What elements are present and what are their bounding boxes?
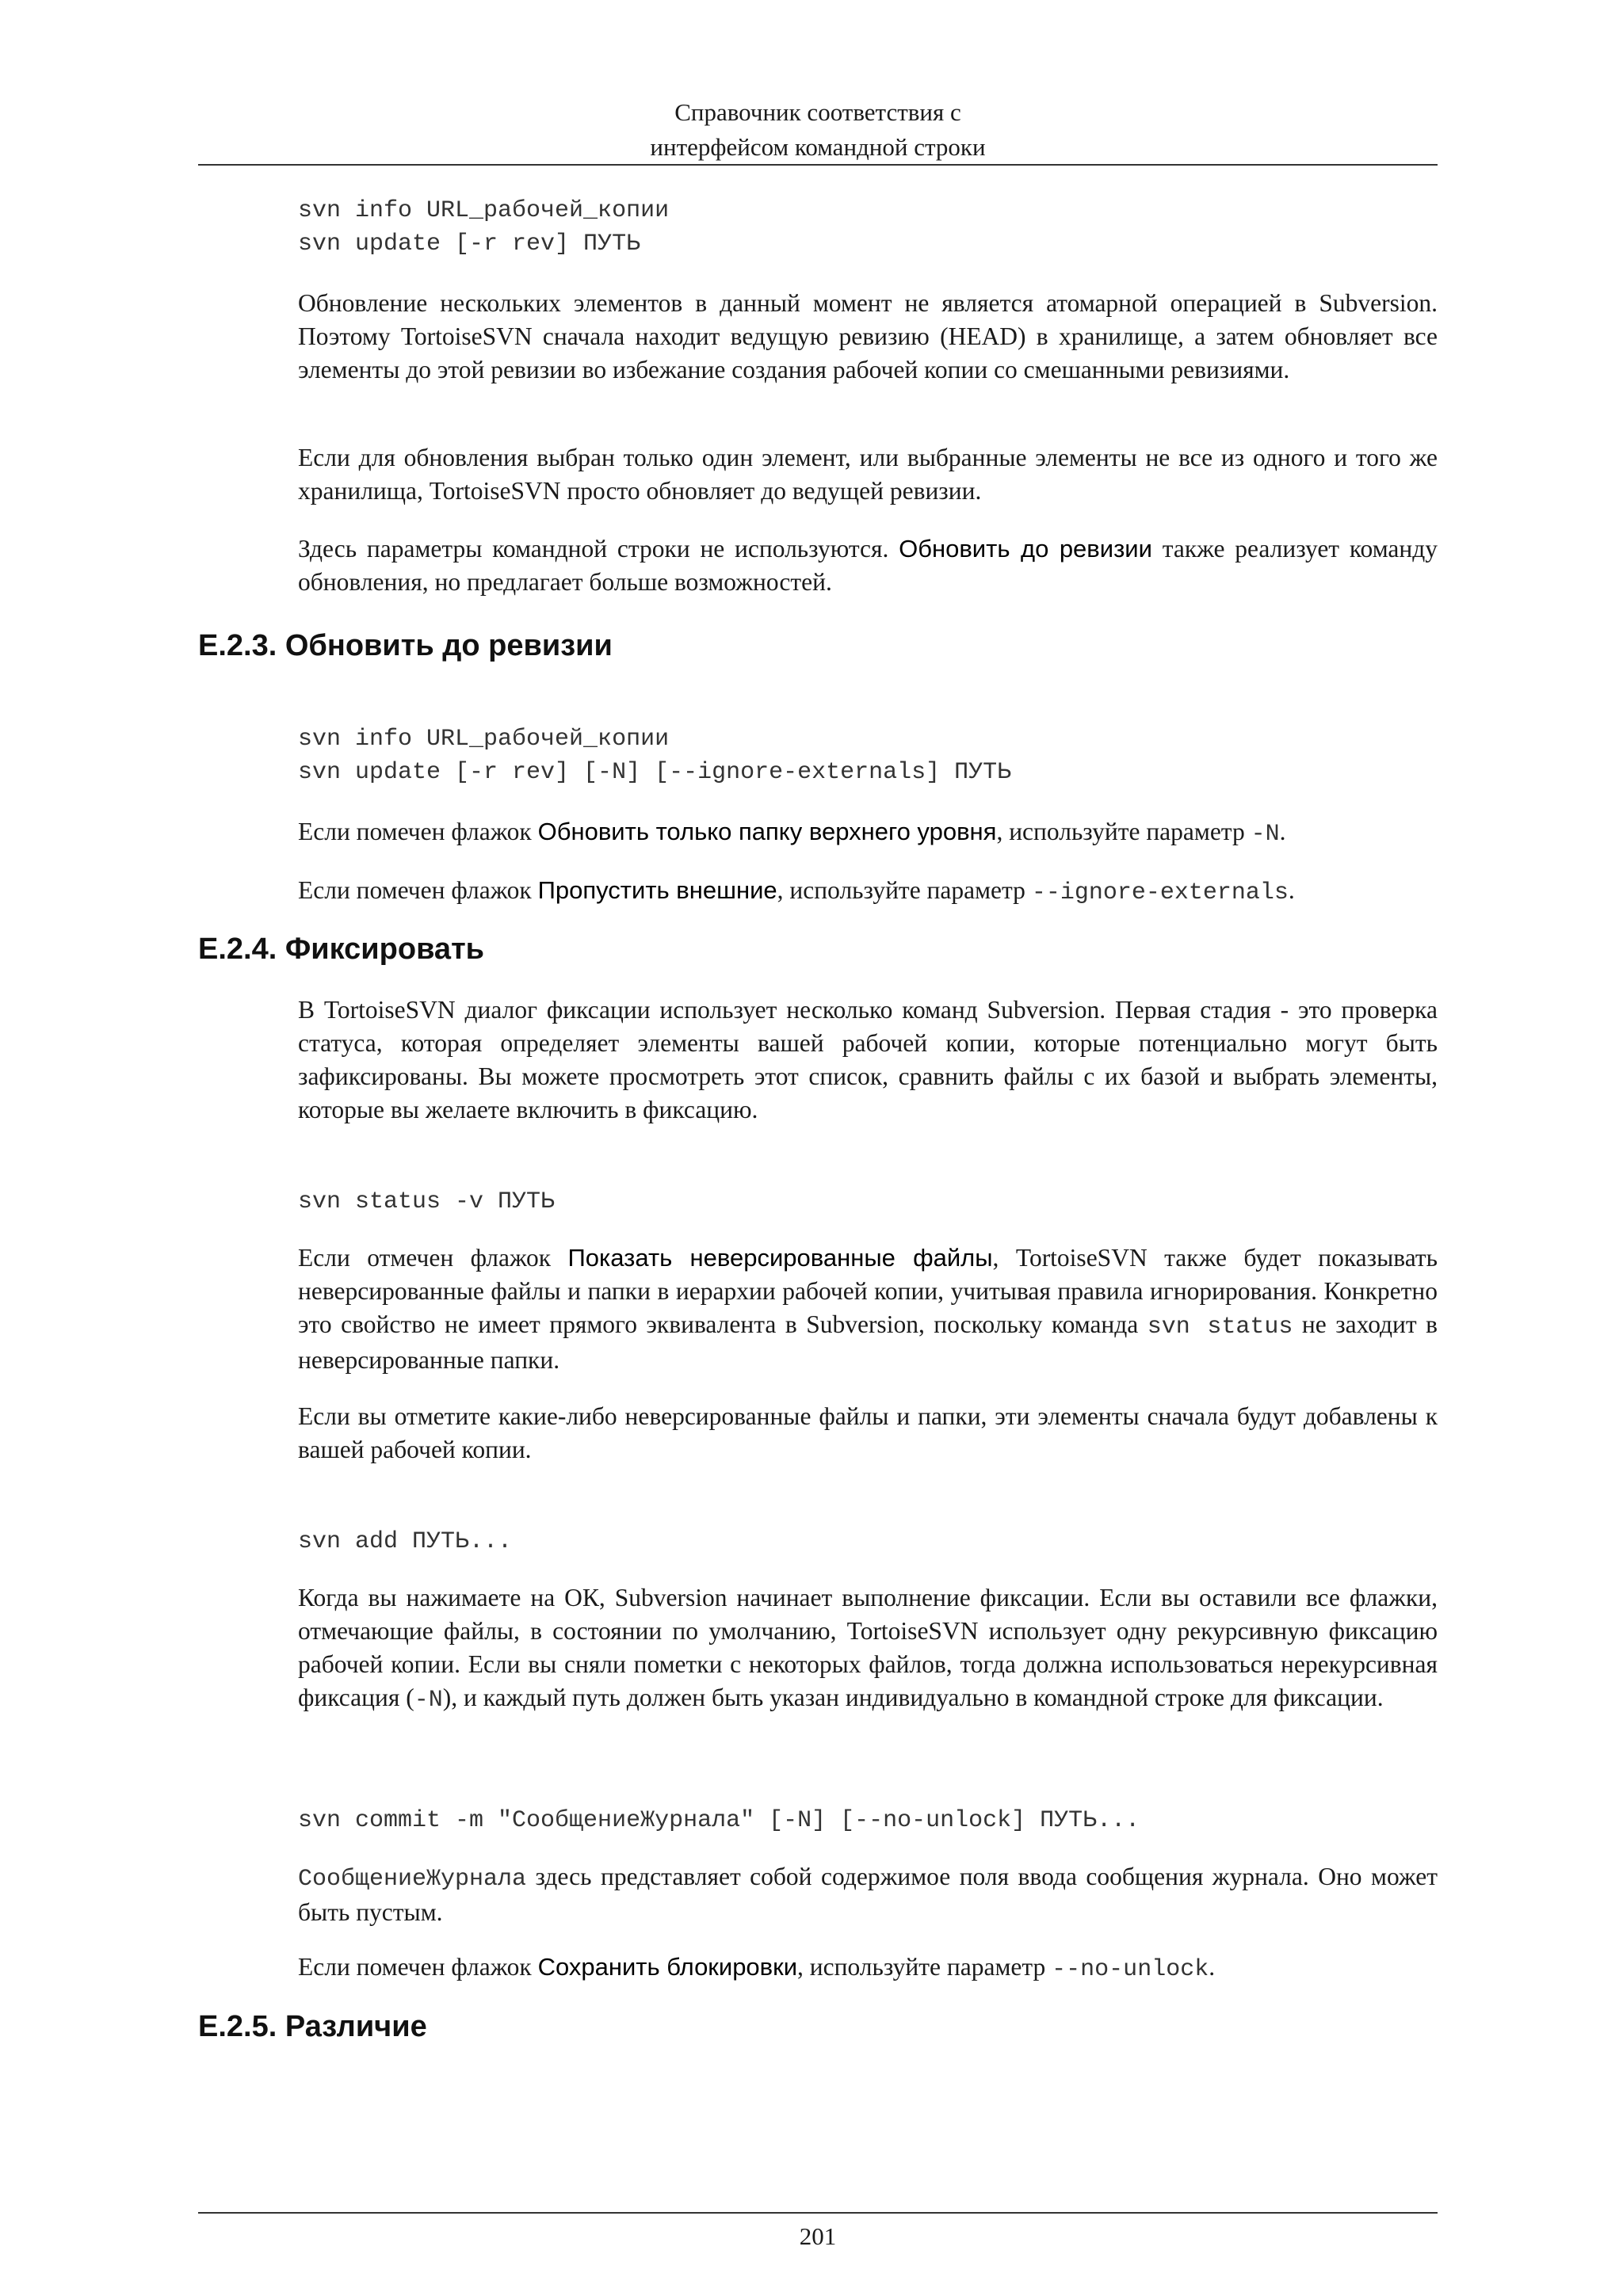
gui-term: Обновить до ревизии — [899, 535, 1152, 563]
code-line: svn info URL_рабочей_копии — [298, 197, 670, 224]
code-line: svn update [-r rev] [-N] [--ignore-externals] ПУТЬ — [298, 759, 1012, 786]
e24-paragraph-6 — [298, 1951, 1438, 1986]
paragraph-text: Если вы отметите какие-либо неверсированные файлы и папки, эти элементы сначала будут добавлены к вашей рабочей копии. — [298, 1402, 1438, 1463]
gui-term: Показать неверсированные файлы — [567, 1244, 993, 1272]
code-line: svn status -v ПУТЬ — [298, 1188, 556, 1215]
paragraph-text — [298, 1951, 1438, 1986]
paragraph-text: В TortoiseSVN диалог фиксации использует несколько команд Subversion. Первая стадия - это проверка статуса, которая определяет элементы вашей рабочей копии, которые потенциально могут быть зафиксированы. Вы можете просмотреть этот список, сравнить файлы с их базой и выбрать элементы, которые вы желаете включить в фиксацию. — [298, 996, 1438, 1123]
footer-rule — [198, 2212, 1438, 2214]
e23-paragraph-1 — [298, 815, 1438, 851]
inline-code: СообщениеЖурнала — [298, 1866, 527, 1893]
inline-code: svn status — [1147, 1314, 1293, 1341]
e24-paragraph-1 — [298, 994, 1438, 1127]
paragraph-text: Если для обновления выбран только один элемент, или выбранные элементы не все из одного и того же хранилища, TortoiseSVN просто обновляет до ведущей ревизии. — [298, 444, 1438, 505]
text-run: , TortoiseSVN также будет показывать неверсированные файлы и папки в иерархии рабочей копии, учитывая правила игнорирования. Конкретно это свойство не имеет прямого эквивалента в Subversion, поскольку команда — [298, 1244, 1438, 1338]
update-paragraph-3 — [298, 532, 1438, 599]
text-run: Когда вы нажимаете на ОК, Subversion начинает выполнение фиксации. Если вы оставили все флажки, отмечающие файлы, в состоянии по умолчанию, TortoiseSVN использует одну рекурсивную фиксацию рабочей копии. Если вы сняли пометки с некоторых файлов, тогда должна использоваться нерекурсивная фиксация ( — [298, 1584, 1438, 1711]
text-run: . — [1279, 818, 1286, 845]
text-run: . — [1209, 1953, 1216, 1981]
section-heading-e23: E.2.3. Обновить до ревизии — [198, 629, 613, 662]
running-header — [198, 95, 1438, 165]
text-run: , используйте параметр — [797, 1953, 1046, 1981]
text-run: . — [1288, 876, 1295, 904]
paragraph-text — [298, 1860, 1438, 1929]
code-line: svn info URL_рабочей_копии — [298, 726, 670, 753]
inline-code: --no-unlock — [1052, 1956, 1209, 1983]
text-run: Если помечен флажок — [298, 1953, 532, 1981]
inline-code: -N — [1251, 821, 1280, 848]
text-run: , используйте параметр — [996, 818, 1245, 845]
text-run: не заходит в неверсированные папки. — [298, 1310, 1438, 1374]
e24-paragraph-4 — [298, 1581, 1438, 1717]
update-paragraph-1 — [298, 287, 1438, 387]
e24-paragraph-5 — [298, 1860, 1438, 1929]
gui-term: Пропустить внешние — [537, 876, 777, 904]
section-heading-e25: E.2.5. Различие — [198, 2010, 427, 2043]
update-paragraph-2 — [298, 441, 1438, 508]
text-run: Если помечен флажок — [298, 876, 532, 904]
paragraph-text — [298, 874, 1438, 910]
code-line: svn commit -m "СообщениеЖурнала" [-N] [--no-unlock] ПУТЬ... — [298, 1807, 1140, 1834]
section-heading-e24: E.2.4. Фиксировать — [198, 933, 485, 966]
text-run: , используйте параметр — [777, 876, 1025, 904]
page-number: 201 — [799, 2222, 837, 2250]
paragraph-text — [298, 1581, 1438, 1717]
commit-code-block — [298, 1804, 1438, 1837]
inline-code: --ignore-externals — [1031, 879, 1289, 906]
text-run: Если отмечен флажок — [298, 1244, 552, 1272]
header-rule — [198, 164, 1438, 166]
running-header-line2: интерфейсом командной строки — [650, 133, 986, 161]
code-line: svn update [-r rev] ПУТЬ — [298, 231, 641, 257]
text-run: ), и каждый путь должен быть указан индивидуально в командной строке для фиксации. — [442, 1684, 1384, 1711]
code-line: svn add ПУТЬ... — [298, 1528, 513, 1555]
e23-paragraph-2 — [298, 874, 1438, 910]
gui-term: Сохранить блокировки — [537, 1953, 798, 1981]
text-run: Если помечен флажок — [298, 818, 532, 845]
update-to-revision-code-block — [298, 723, 1438, 789]
paragraph-text — [298, 1241, 1438, 1377]
add-code-block — [298, 1525, 1438, 1558]
paragraph-text — [298, 532, 1438, 599]
text-run: также реализует команду обновления, но предлагает больше возможностей. — [298, 535, 1438, 596]
status-code-block — [298, 1185, 1438, 1219]
running-header-line1: Справочник соответствия с — [674, 98, 961, 126]
e24-paragraph-3 — [298, 1400, 1438, 1466]
text-run: здесь представляет собой содержимое поля ввода сообщения журнала. Оно может быть пустым. — [298, 1863, 1438, 1926]
e24-paragraph-2 — [298, 1241, 1438, 1377]
text-run: Здесь параметры командной строки не используются. — [298, 535, 889, 563]
paragraph-text: Обновление нескольких элементов в данный момент не является атомарной операцией в Subversion. Поэтому TortoiseSVN сначала находит ведущую ревизию (HEAD) в хранилище, а затем обновляет все элементы до этой ревизии во избежание создания рабочей копии со смешанными ревизиями. — [298, 289, 1438, 383]
update-code-block — [298, 194, 1438, 261]
inline-code: -N — [414, 1687, 443, 1714]
gui-term: Обновить только папку верхнего уровня — [537, 818, 997, 845]
paragraph-text — [298, 815, 1438, 851]
